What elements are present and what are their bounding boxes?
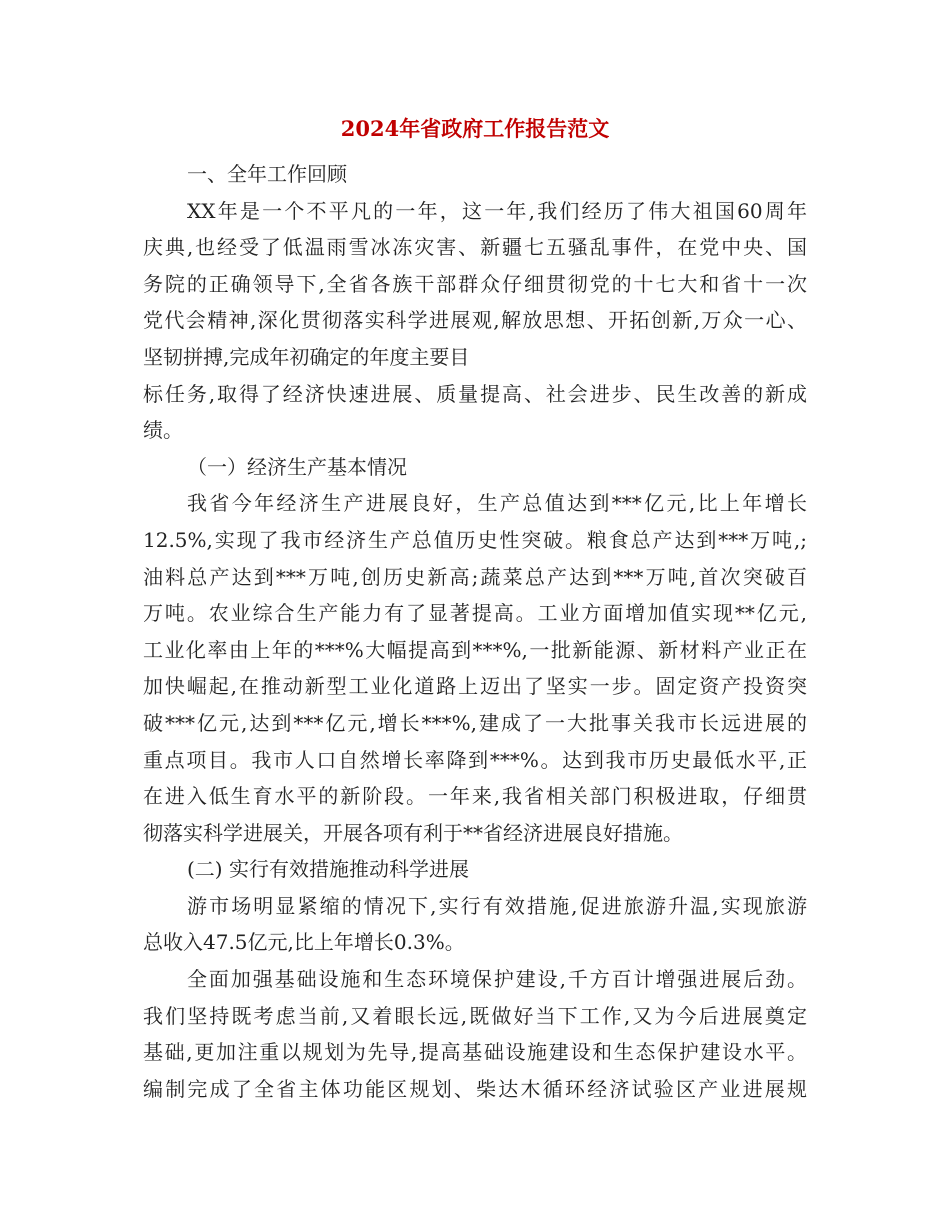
- text-line: 万吨。农业综合生产能力有了显著提高。工业方面增加值实现**亿元,: [143, 601, 807, 626]
- text-line: 破***亿元,达到***亿元,增长***%,建成了一大批事关我市长远进展的: [143, 710, 807, 735]
- text-line: 编制完成了全省主体功能区规划、柴达木循环经济试验区产业进展规: [143, 1076, 807, 1101]
- text-line: 游市场明显紧缩的情况下,实行有效措施,促进旅游升温,实现旅游: [187, 893, 807, 918]
- text-line: (二) 实行有效措施推动科学进展: [187, 857, 469, 882]
- text-line: 油料总产达到***万吨,创历史新高;蔬菜总产达到***万吨,首次突破百: [143, 564, 807, 589]
- text-line: 我省今年经济生产进展良好，生产总值达到***亿元,比上年增长: [187, 491, 807, 516]
- text-line: 总收入47.5亿元,比上年增长0.3%。: [143, 930, 465, 955]
- text-line: 基础,更加注重以规划为先导,提高基础设施建设和生态保护建设水平。: [143, 1040, 807, 1065]
- text-line: XX年是一个不平凡的一年，这一年,我们经历了伟大祖国60周年: [187, 198, 807, 223]
- text-line: （一）经济生产基本情况: [187, 454, 407, 479]
- text-line: 绩。: [143, 418, 183, 443]
- text-line: 庆典,也经受了低温雨雪冰冻灾害、新疆七五骚乱事件，在党中央、国: [143, 235, 807, 260]
- document-body: [143, 156, 807, 1107]
- text-line: 全面加强基础设施和生态环境保护建设,千方百计增强进展后劲。: [187, 967, 807, 992]
- text-line: 我们坚持既考虑当前,又着眼长远,既做好当下工作,又为今后进展奠定: [143, 1003, 807, 1028]
- text-line: 党代会精神,深化贯彻落实科学进展观,解放思想、开拓创新,万众一心、: [143, 308, 807, 333]
- text-line: 坚韧拼搏,完成年初确定的年度主要目: [143, 344, 470, 369]
- text-line: 在进入低生育水平的新阶段。一年来,我省相关部门积极进取，仔细贯: [143, 784, 807, 809]
- text-line: 工业化率由上年的***%大幅提高到***%,一批新能源、新材料产业正在: [143, 637, 807, 662]
- document-title: 2024年省政府工作报告范文: [340, 116, 610, 141]
- text-line: 务院的正确领导下,全省各族干部群众仔细贯彻党的十七大和省十一次: [143, 271, 807, 296]
- text-line: 12.5%,实现了我市经济生产总值历史性突破。粮食总产达到***万吨,;: [143, 527, 807, 552]
- text-line: 彻落实科学进展关，开展各项有利于**省经济进展良好措施。: [143, 820, 683, 845]
- text-line: 一、全年工作回顾: [187, 162, 347, 186]
- text-line: 重点项目。我市人口自然增长率降到***%。达到我市历史最低水平,正: [143, 747, 807, 772]
- text-line: 加快崛起,在推动新型工业化道路上迈出了坚实一步。固定资产投资突: [143, 674, 807, 699]
- text-line: 标任务,取得了经济快速进展、质量提高、社会进步、民生改善的新成: [143, 381, 807, 406]
